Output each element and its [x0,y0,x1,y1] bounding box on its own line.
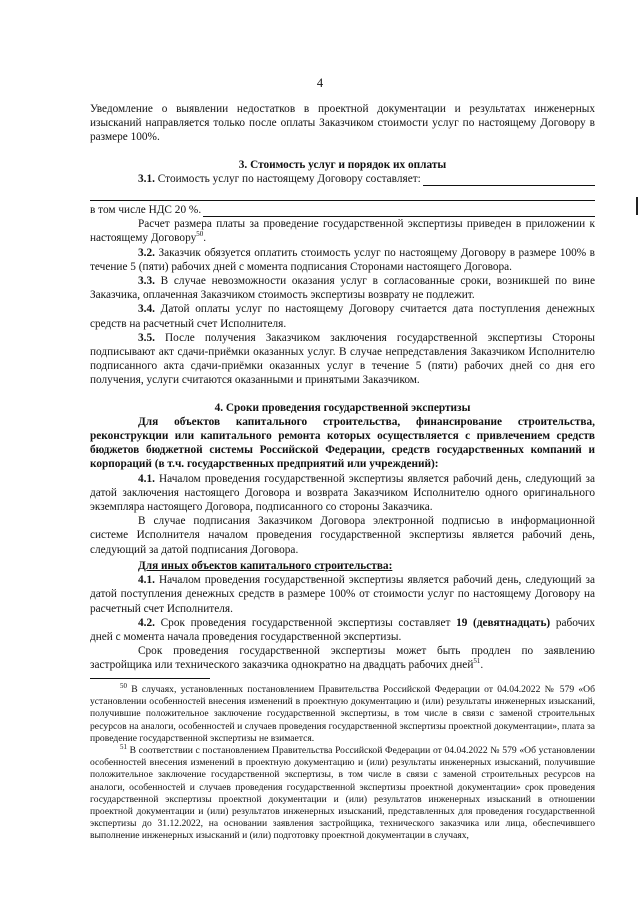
clause-4-2-number: 4.2. [138,616,155,629]
clause-3-3-text: В случае невозможности оказания услуг в согласованные сроки, возникшей по вине Заказчика, оплаченная Заказчиком стоимость экспертизы возврату не подлежит. [90,275,595,302]
clause-3-4 [90,302,595,330]
extension-text: Срок проведения государственной экспертизы может быть продлен по заявлению застройщика или технического заказчика однократно на двадцать рабочих дней [90,645,595,672]
clause-4-1-other [90,573,595,616]
document-body [90,102,595,673]
footnote-separator [90,678,210,679]
clause-3-2 [90,246,595,274]
other-objects-heading [90,559,595,573]
clause-4-2-text-a: Срок проведения государственной экспертизы составляет [154,616,457,629]
footnote-50-text: В случаях, установленных постановлением Правительства Российской Федерации от 04.04.2022 № 579 «Об установлении особенностей внесения изменений в проектную документацию и (или) результаты инженерных изысканий, получившие положительное заключение государственной экспертизы, в том числе в связи с заменой строительных ресурсов на аналоги, особенностей и случаев проведения государственной экспертизы проектной документации», плата за проведение государственной экспертизы не взимается. [90,684,595,744]
clause-4-2 [90,616,595,644]
other-objects-heading-text: Для иных объектов капитального строительства: [138,559,393,572]
section-3-heading: 3. Стоимость услуг и порядок их оплаты [238,158,447,171]
clause-3-5-text: После получения Заказчиком заключения государственной экспертизы Стороны подписывают акт сдачи-приёмки оказанных услуг. В случае непредставления Заказчиком Исполнителю подписанного акта сдачи-приёмки оказанных услуг в течение 5 (пяти) рабочих дней со дня его получения, услуги считаются оказанными и принятыми Заказчиком. [90,331,595,387]
page-number: 4 [316,76,324,90]
vat-blank-line [203,204,595,217]
clause-3-1-text: Стоимость услуг по настоящему Договору составляет: [154,172,421,185]
clause-4-1-other-text: Началом проведения государственной экспертизы является рабочий день, следующий за датой поступления денежных средств в размере 100% от стоимости услуг по настоящему Договору на расчетный счет Исполнителя. [90,574,595,615]
budget-objects-intro: Для объектов капитального строительства, финансирование строительства, реконструкции или капитального ремонта которых осуществляется с привлечением средств бюджетов бюджетной системы Российской Федерации, средств государственных компаний и корпораций (в т.ч. государственных предприятий или учреждений): [90,415,595,471]
footnote-ref-51: 51 [473,657,481,666]
footnotes [90,681,595,843]
clause-3-5-number: 3.5. [138,331,155,344]
footnote-51 [90,742,595,843]
cost-blank-line [423,173,595,186]
footnote-51-number: 51 [120,742,127,751]
calc-paragraph [90,217,595,245]
intro-paragraph: Уведомление о выявлении недостатков в проектной документации и результатах инженерных изысканий направляется только после оплаты Заказчиком стоимости услуг по настоящему Договору в размере 100%. [90,103,595,144]
clause-3-2-number: 3.2. [138,246,155,259]
section-4-heading: 4. Сроки проведения государственной экспертизы [214,401,471,414]
clause-4-1-budget-text: Началом проведения государственной экспертизы является рабочий день, следующий за датой заключения настоящего Договора и возврата Заказчиком Исполнителю одного оригинального экземпляра настоящего Договора, подписанного со стороны Заказчика. [90,472,595,514]
cost-blank-line-2 [90,186,595,201]
footnote-ref-50: 50 [196,230,204,239]
clause-4-1-other-number: 4.1. [138,574,155,587]
clause-4-2-text-b: рабочих дней с момента начала проведения государственной экспертизы. [90,616,596,643]
footnote-50-number: 50 [120,681,127,690]
electronic-signature-paragraph: В случае подписания Заказчиком Договора электронной подписью в информационной системе Исполнителя началом проведения государственной экспертизы является рабочий день, следующий за датой подписания Договора. [90,515,595,556]
scan-edge-mark [636,197,638,215]
extension-paragraph [90,644,595,672]
clause-3-3-number: 3.3. [138,275,155,288]
calc-end: . [203,232,207,245]
clause-3-4-text: Датой оплаты услуг по настоящему Договору считается дата поступления денежных средств на расчетный счет Исполнителя. [90,303,595,330]
vat-text: в том числе НДС 20 %. [90,204,202,217]
clause-3-2-text: Заказчик обязуется оплатить стоимость услуг по настоящему Договору в размере 100% в течение 5 (пяти) рабочих дней с момента подписания Сторонами настоящего Договора. [90,246,595,273]
extension-end: . [480,659,484,672]
clause-4-1-budget-number: 4.1. [138,472,155,485]
footnote-50 [90,681,595,745]
clause-3-1 [90,172,595,186]
clause-3-3 [90,274,595,302]
clause-3-1-number: 3.1. [138,172,155,185]
clause-3-5 [90,331,595,388]
vat-line [90,203,595,217]
clause-4-2-days: 19 (девятнадцать) [456,616,551,629]
calc-text: Расчет размера платы за проведение государственной экспертизы приведен в приложении к настоящему Договору [90,218,595,245]
clause-4-1-budget [90,472,595,515]
clause-3-4-number: 3.4. [138,303,155,316]
footnote-51-text: В соответствии с постановлением Правительства Российской Федерации от 04.04.2022 № 579 «Об установлении особенностей внесения изменений в проектную документацию и (или) результаты инженерных изысканий, получившие положительное заключение государственной экспертизы, в том числе в связи с заменой строительных ресурсов на аналоги, особенностей и случаев проведения государственной экспертизы проектной документации» срок проведения государственной экспертизы проектной документации и (или) результатов инженерных изысканий в отношении проектной документации и (или) результатов инженерных изысканий, представленных для проведения государственной экспертизы до 31.12.2022, на основании заявления застройщика, технического заказчика или лица, обеспечившего выполнение инженерных изысканий и (или) подготовку проектной документации в случаях, [90,745,595,842]
